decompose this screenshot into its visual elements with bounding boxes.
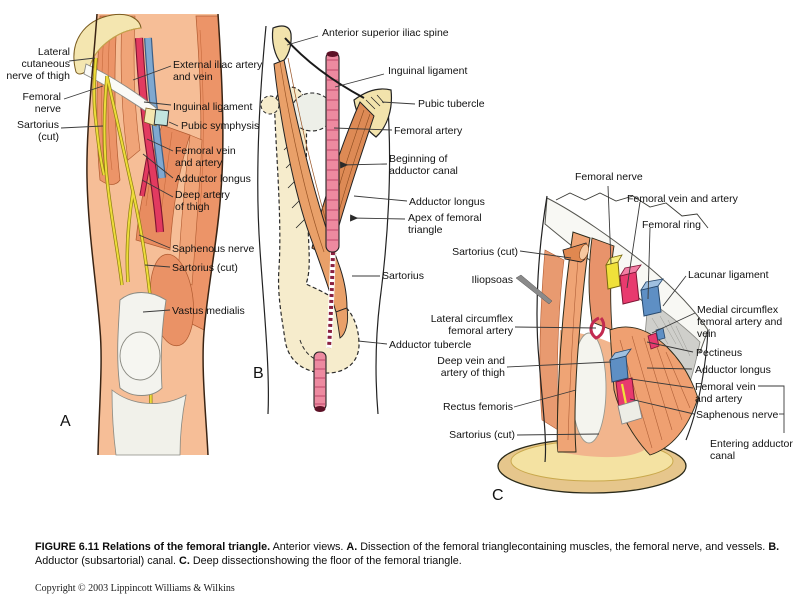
label-b-apex-femoral-triangle: Apex of femoral triangle (408, 212, 482, 237)
femoral-vein-stub (641, 286, 661, 316)
caption-a-text: Dissection of the femoral trianglecontaining muscles, the femoral nerve, and vessels. (357, 541, 769, 553)
label-a-external-iliac: External iliac artery and vein (173, 59, 263, 84)
label-b-adductor-longus: Adductor longus (409, 196, 485, 208)
pubic-symphysis-block (154, 109, 168, 125)
panel-c-illustration (498, 193, 708, 493)
label-c-femoral-vein-artery-top: Femoral vein and artery (627, 193, 738, 205)
label-a-sartorius-cut-upper: Sartorius (cut) (16, 119, 59, 144)
femoral-nerve-stub (606, 262, 620, 289)
label-c-deep-vein-artery: Deep vein and artery of thigh (437, 355, 505, 380)
panel-b-illustration (258, 26, 392, 414)
label-a-femoral-nerve: Femoral nerve (22, 91, 61, 116)
label-a-deep-artery: Deep artery of thigh (175, 189, 230, 214)
caption-c-text: Deep dissectionshowing the floor of the femoral triangle. (189, 555, 462, 568)
caption-views: Anterior views. (270, 541, 347, 553)
thigh-outline-b-right (376, 108, 390, 414)
label-a-saphenous-nerve: Saphenous nerve (172, 243, 255, 255)
femoral-artery-stub (620, 272, 639, 304)
label-b-beginning-adductor-canal: Beginning of adductor canal (389, 153, 458, 178)
label-a-lateral-cutaneous-nerve: Lateral cutaneous nerve of thigh (6, 46, 70, 83)
label-c-sartorius-cut-bottom: Sartorius (cut) (449, 429, 515, 441)
label-c-pectineus: Pectineus (696, 347, 743, 359)
label-c-lateral-circumflex: Lateral circumflex femoral artery (430, 313, 513, 338)
label-a-inguinal-ligament: Inguinal ligament (173, 101, 253, 113)
figure-caption (35, 540, 780, 569)
label-b-femoral-artery: Femoral artery (394, 125, 463, 137)
panel-letter-a: A (60, 413, 71, 430)
label-c-femoral-ring: Femoral ring (642, 219, 701, 231)
label-c-femoral-vein-artery-lower: Femoral vein and artery (695, 381, 756, 406)
label-c-rectus-femoris: Rectus femoris (442, 401, 513, 413)
copyright-line: Copyright © 2003 Lippincott Williams & Wilkins (35, 583, 235, 594)
label-b-asis: Anterior superior iliac spine (322, 27, 449, 39)
caption-c-bold: C. (179, 555, 190, 568)
label-c-adductor-longus: Adductor longus (695, 364, 771, 376)
panel-letter-c: C (492, 487, 504, 504)
label-a-femoral-vein-artery: Femoral vein and artery (175, 145, 236, 170)
caption-b-bold: B. (768, 541, 780, 553)
label-b-pubic-tubercle: Pubic tubercle (418, 98, 485, 110)
label-c-femoral-nerve: Femoral nerve (575, 171, 643, 183)
caption-figure-number: FIGURE 6.11 Relations of the femoral triangle. (35, 541, 271, 553)
femoral-vein-lower-stub (610, 356, 628, 382)
label-c-saphenous-nerve: Saphenous nerve (696, 409, 779, 421)
panel-letter-b: B (253, 365, 264, 382)
label-c-iliopsoas: Iliopsoas (471, 274, 513, 286)
caption-a-bold: A. (346, 541, 358, 553)
label-c-entering-adductor-canal: Entering adductor canal (710, 438, 793, 463)
label-a-sartorius-cut-lower: Sartorius (cut) (172, 262, 238, 274)
thigh-outline-b-left (258, 26, 269, 414)
patella (120, 332, 160, 380)
label-b-adductor-tubercle: Adductor tubercle (389, 339, 472, 351)
label-b-sartorius: Sartorius (382, 270, 425, 282)
label-a-vastus-medialis: Vastus medialis (172, 305, 245, 317)
label-b-inguinal-ligament: Inguinal ligament (388, 65, 468, 77)
label-a-adductor-longus: Adductor longus (175, 173, 251, 185)
label-c-lacunar-ligament: Lacunar ligament (688, 269, 769, 281)
caption-b-text: Adductor (subsartorial) canal. (35, 555, 180, 568)
label-c-medial-circumflex: Medial circumflex femoral artery and vein (697, 304, 783, 341)
label-a-pubic-symphysis: Pubic symphysis (181, 120, 260, 132)
label-c-sartorius-cut-top: Sartorius (cut) (452, 246, 518, 258)
